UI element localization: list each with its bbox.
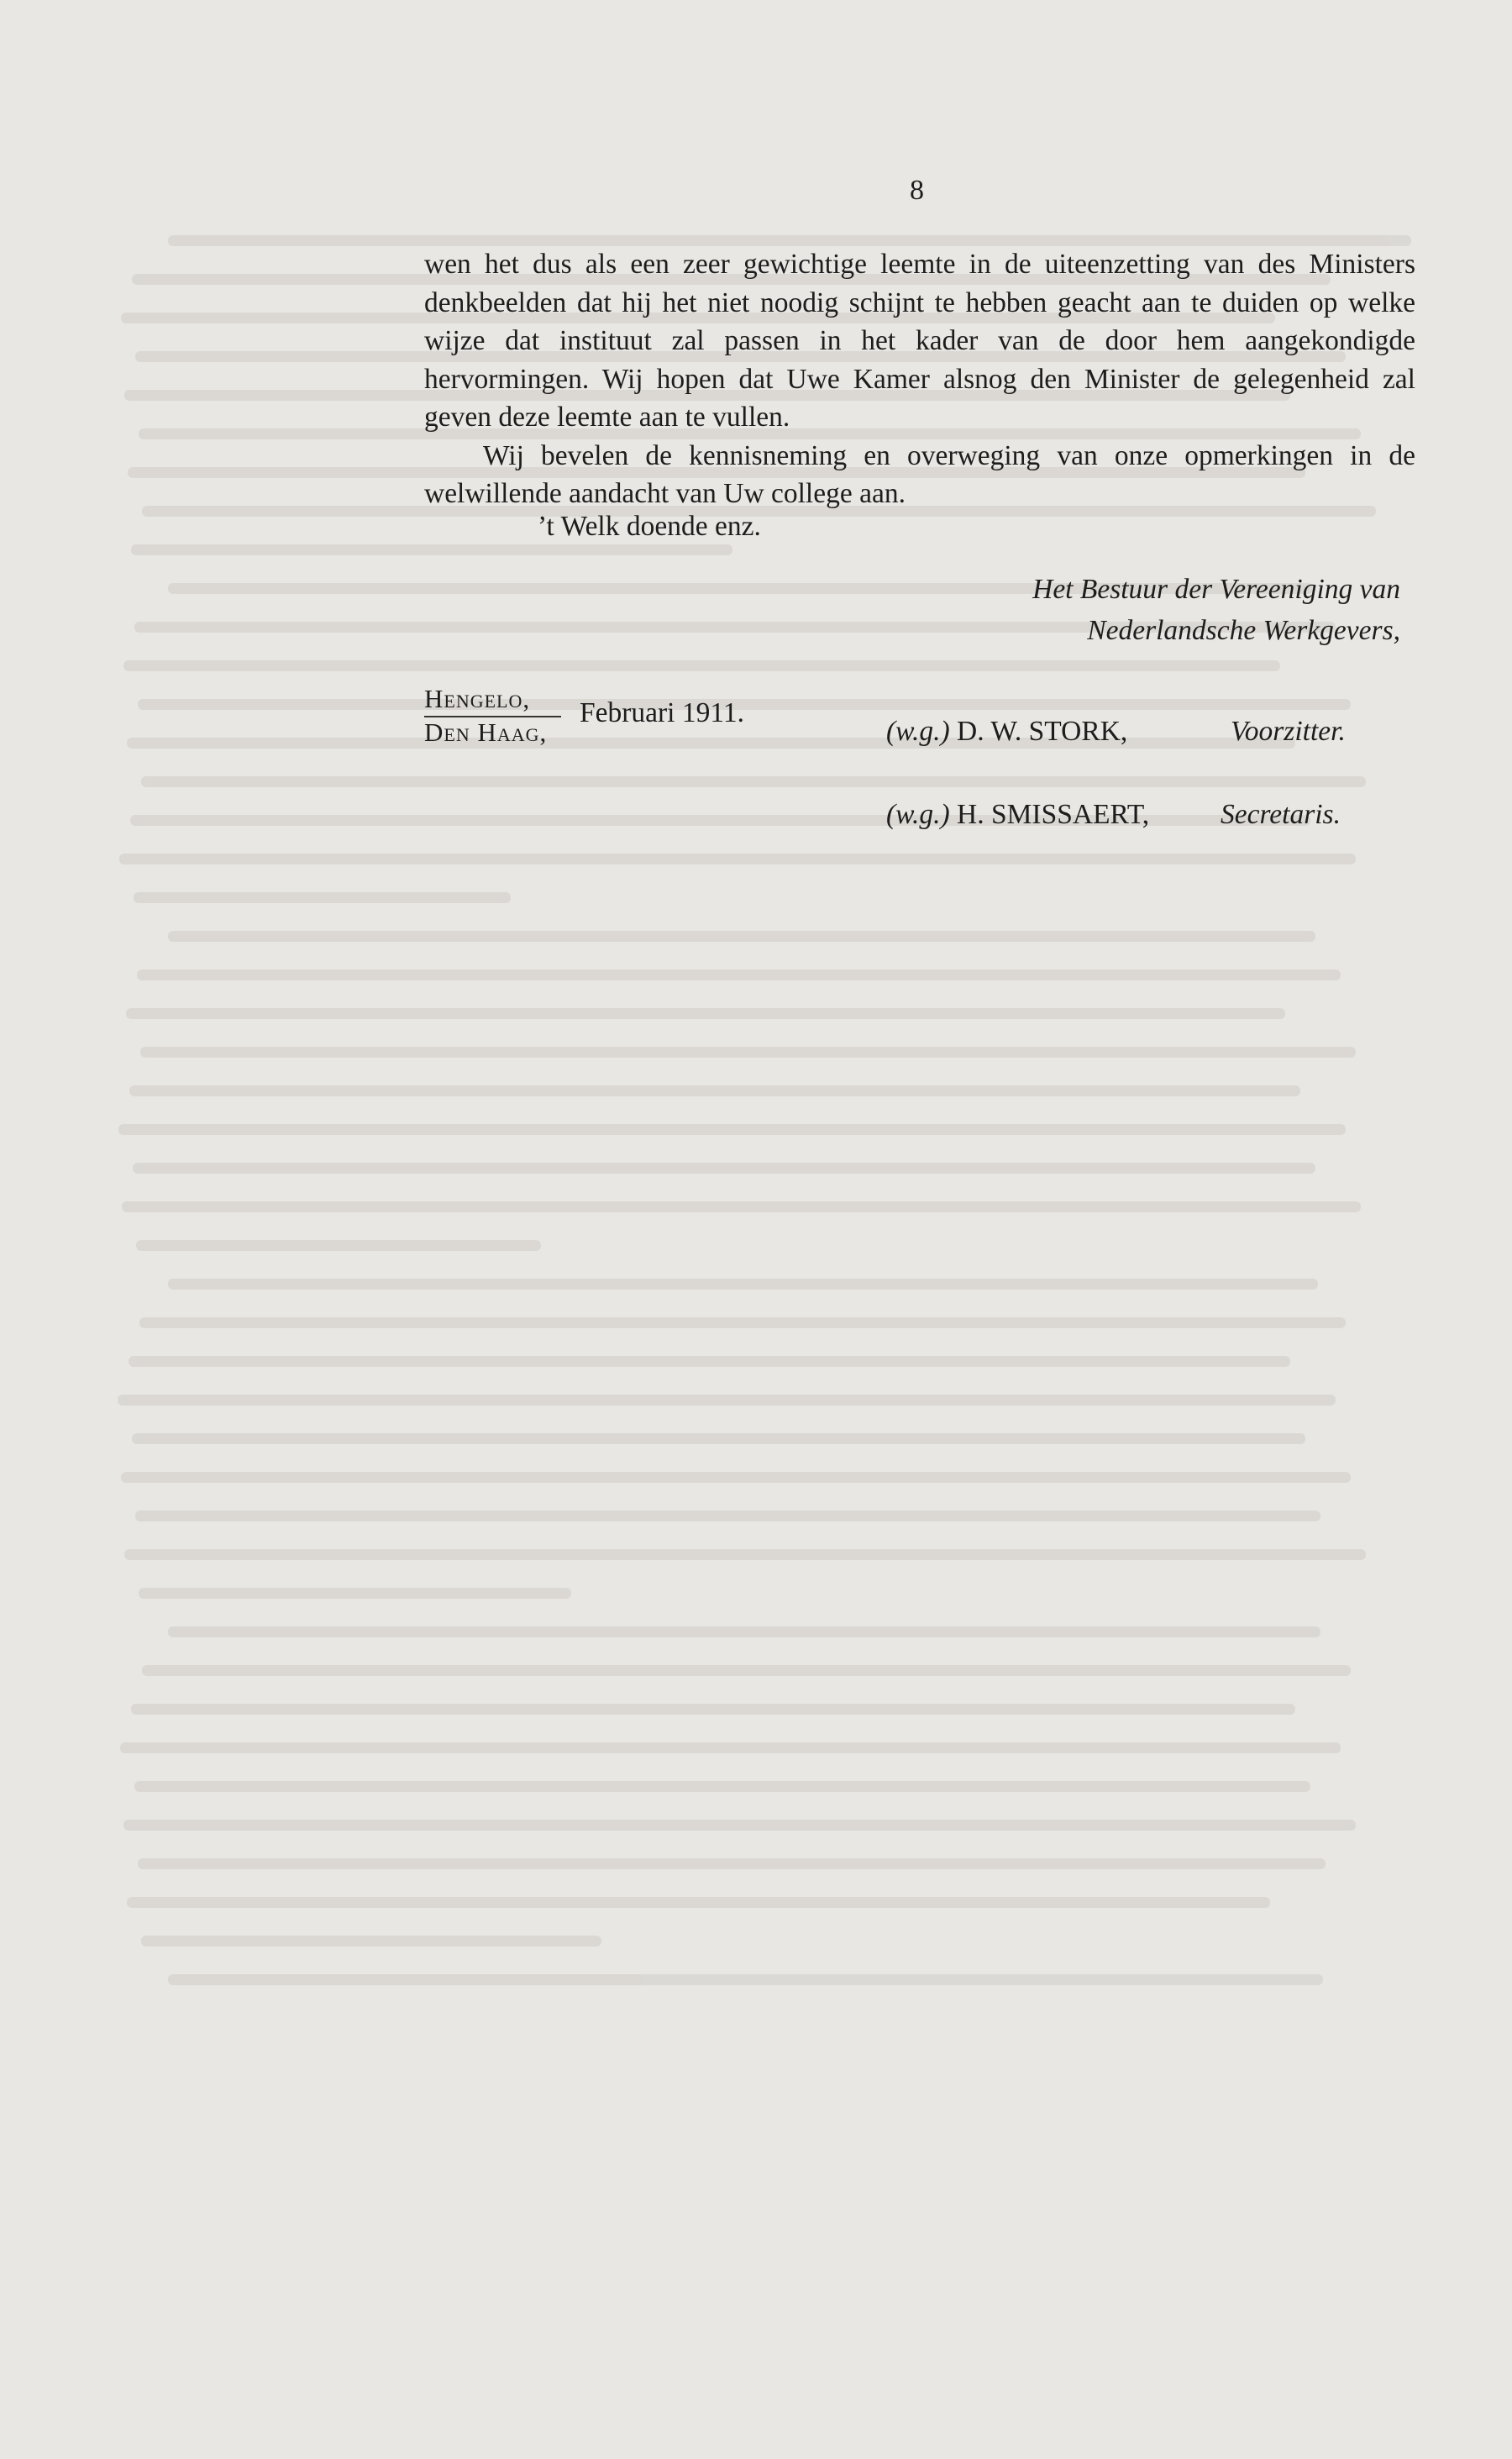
bleed-line	[140, 1047, 1356, 1058]
bleed-line	[131, 544, 732, 555]
bleed-line	[134, 892, 511, 903]
bleed-line	[139, 1588, 571, 1599]
sender-line-2: Nederlandsche Werkgevers,	[1087, 615, 1400, 646]
bleed-line	[126, 1008, 1285, 1019]
signature-role: Secretaris.	[1221, 799, 1341, 830]
signature-prefix: (w.g.)	[886, 799, 950, 830]
page-number: 8	[910, 175, 924, 206]
paragraph-1: wen het dus als een zeer gewichtige leemte in de uiteenzetting van des Ministers denkbeelden dat hij het niet noodig schijnt te hebben geacht aan te duiden op welke wijze dat instituut zal passen in het kader van de door hem aangekondigde hervormingen. Wij hopen dat Uwe Kamer alsnog den Minister de gelegenheid zal geven deze leemte aan te vullen.	[424, 249, 1415, 433]
bleed-line	[127, 1897, 1270, 1908]
bleed-line	[133, 1163, 1315, 1174]
signature-prefix: (w.g.)	[886, 716, 950, 747]
bleed-line	[129, 1356, 1290, 1367]
bleed-line	[134, 1781, 1310, 1792]
bleed-line	[123, 660, 1280, 671]
bleed-line	[132, 1433, 1305, 1444]
sender-line-1: Het Bestuur der Vereeniging van	[1032, 574, 1400, 605]
bleed-line	[124, 1549, 1366, 1560]
bleed-line	[118, 1395, 1336, 1406]
bleed-line	[131, 1704, 1295, 1715]
signature-secretary	[886, 799, 1341, 831]
city-den-haag: Den Haag,	[424, 717, 548, 747]
closing-formula: ’t Welk doende enz.	[538, 511, 761, 542]
bleed-line	[122, 1201, 1361, 1212]
bleed-line	[129, 1085, 1300, 1096]
bleed-line	[138, 1858, 1326, 1869]
letter-body	[424, 245, 1415, 513]
bleed-line	[137, 969, 1341, 980]
paragraph-2: Wij bevelen de kennisneming en overweging van onze opmerkingen in de welwillende aandacht van Uw college aan.	[424, 439, 1415, 509]
bleed-line	[168, 1279, 1318, 1290]
sender-organization	[882, 569, 1400, 651]
bleed-line	[121, 1472, 1351, 1483]
bleed-line	[123, 1820, 1356, 1831]
city-hengelo: Hengelo,	[424, 684, 531, 713]
bleed-line	[168, 931, 1315, 942]
place-block	[424, 682, 561, 749]
letter-date: Februari 1911.	[580, 697, 744, 728]
signature-chairman	[886, 716, 1346, 748]
bleed-line	[138, 699, 1351, 710]
bleed-line	[120, 1742, 1341, 1753]
bleed-line	[141, 776, 1366, 787]
signature-name: D. W. STORK,	[957, 716, 1128, 747]
bleed-line	[136, 1240, 541, 1251]
signature-name: H. SMISSAERT,	[957, 799, 1150, 830]
bleed-line	[168, 1626, 1320, 1637]
bleed-line	[119, 854, 1356, 864]
bleed-line	[168, 1974, 1323, 1985]
bleed-line	[135, 1511, 1320, 1521]
bleed-line	[139, 1317, 1346, 1328]
bleed-line	[142, 1665, 1351, 1676]
bleed-line	[141, 1936, 601, 1947]
signature-role: Voorzitter.	[1231, 716, 1346, 747]
bleed-line	[118, 1124, 1346, 1135]
